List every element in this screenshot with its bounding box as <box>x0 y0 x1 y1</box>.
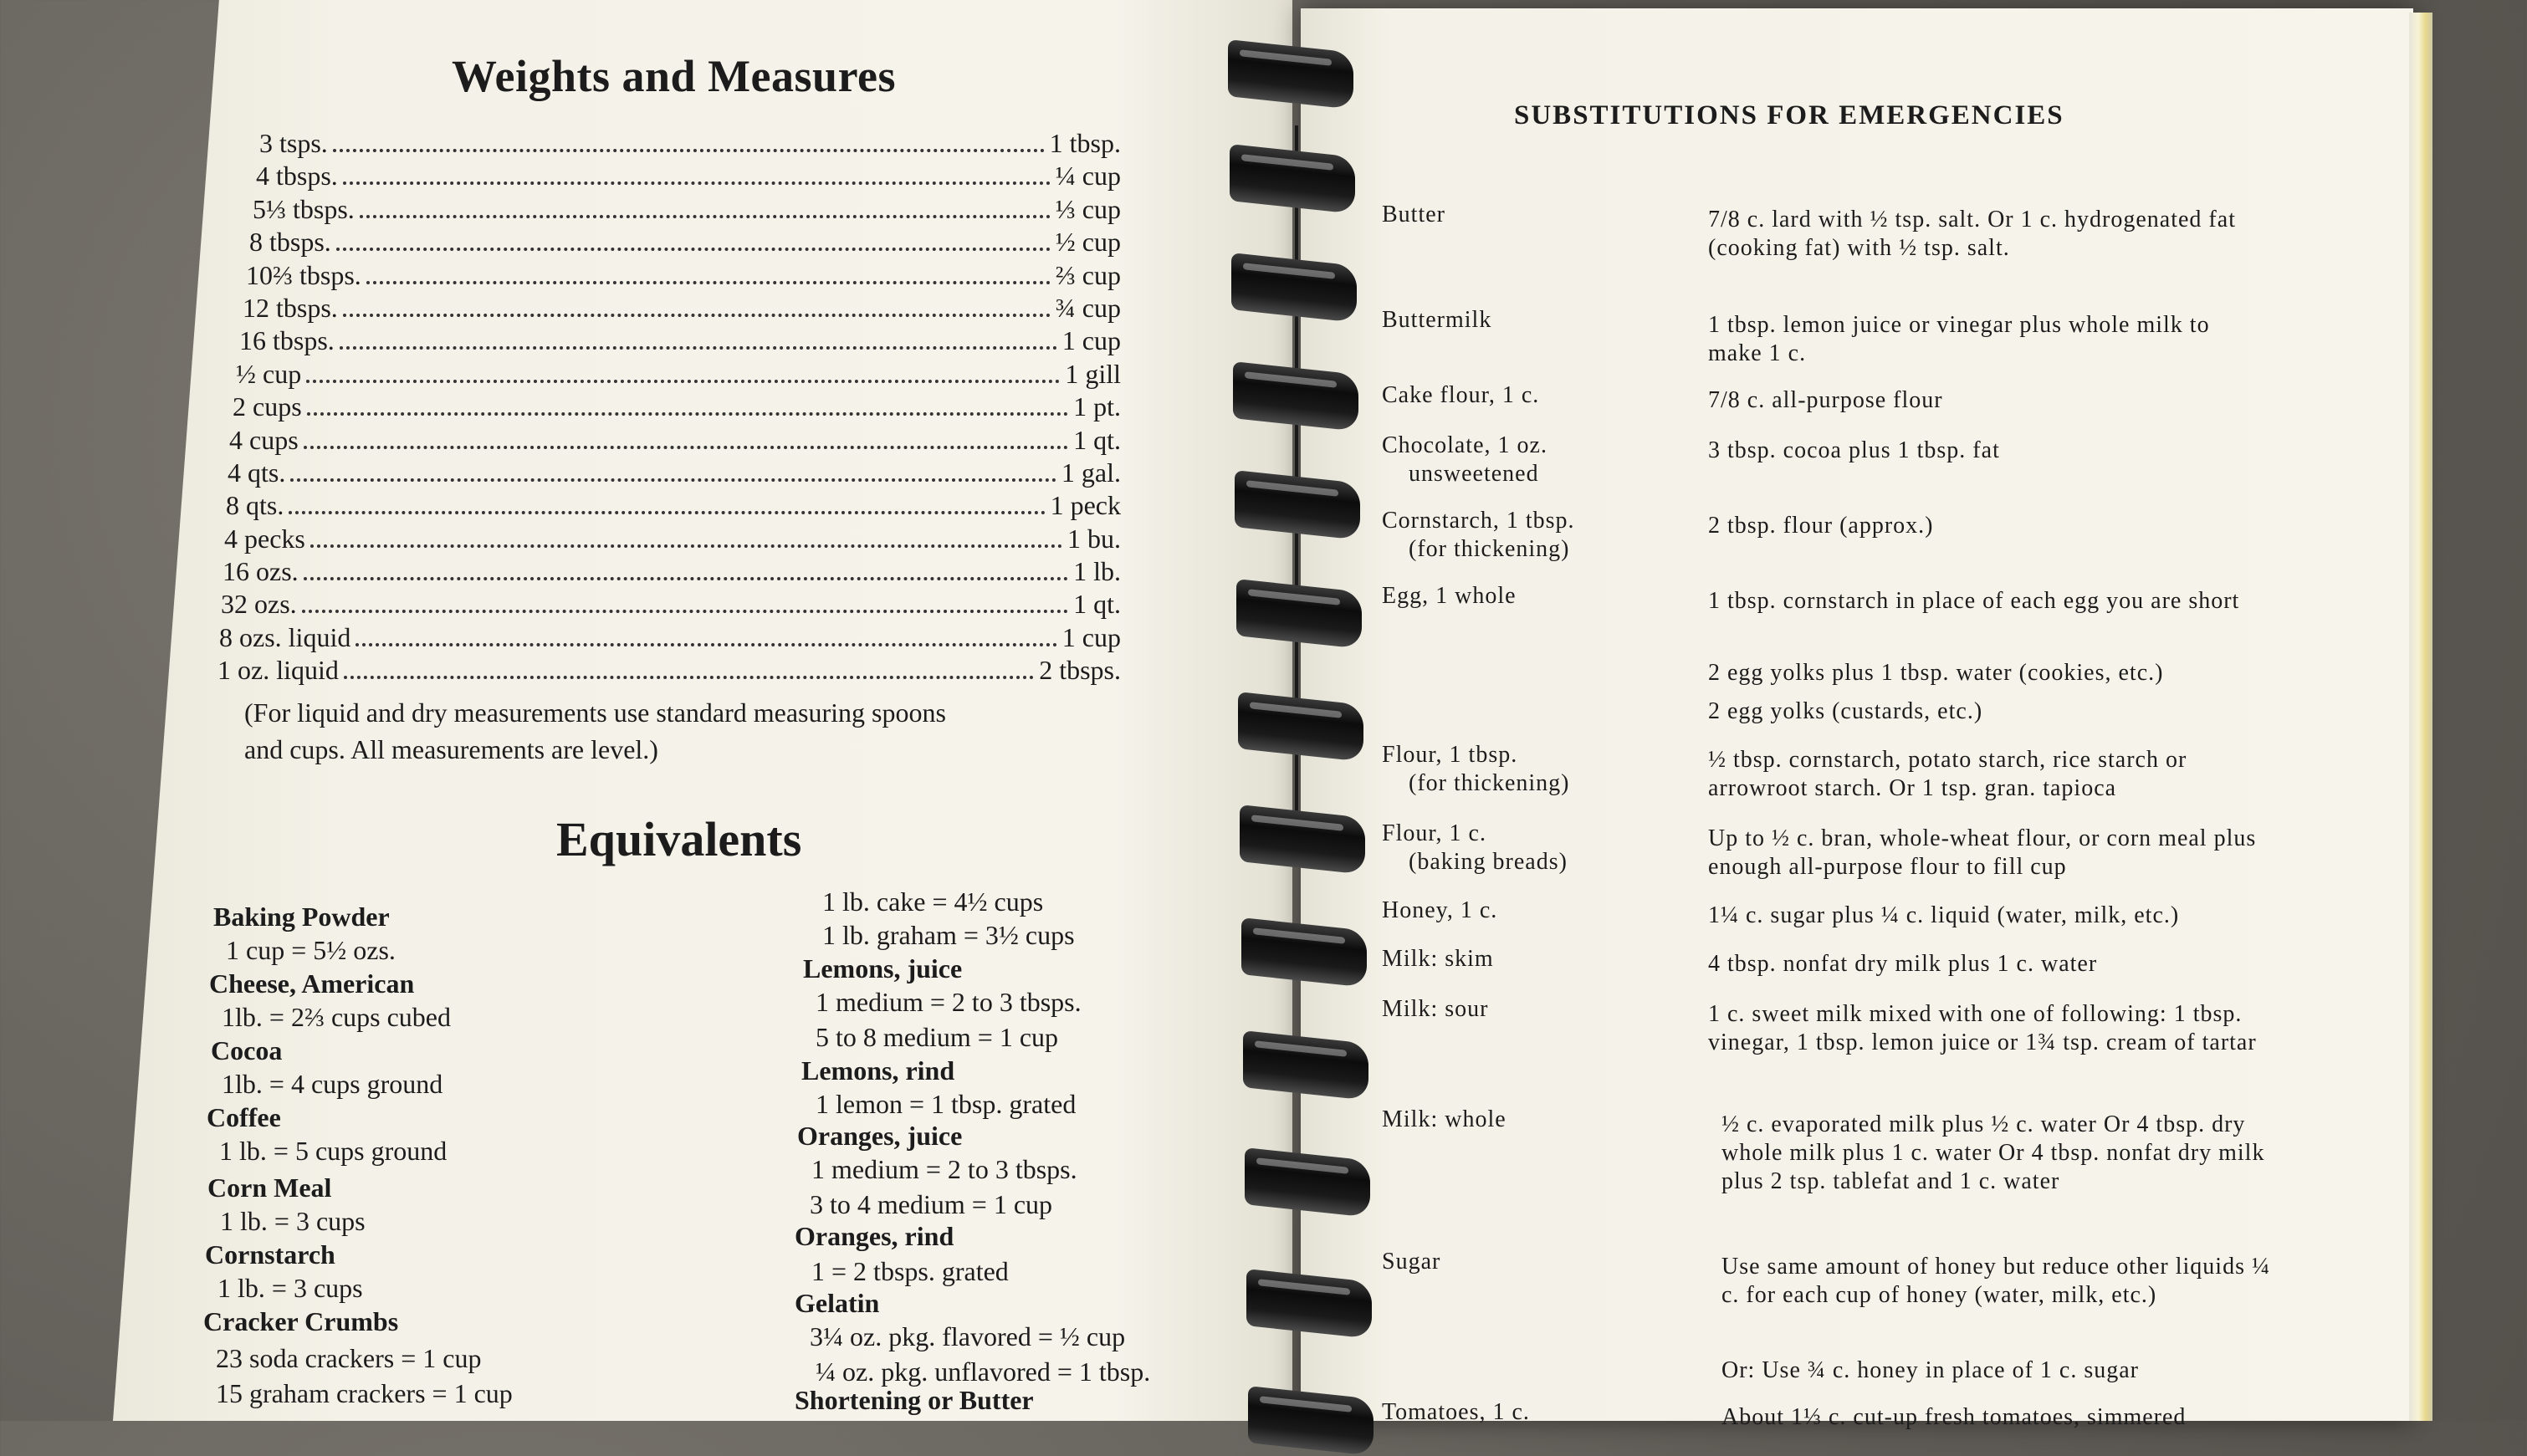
equivalent-heading: Cheese, American <box>209 968 415 999</box>
equivalent-heading: Oranges, juice <box>797 1121 963 1151</box>
substitution-item-detail: (for thickening) <box>1409 770 1570 796</box>
spiral-coil <box>1228 46 1353 103</box>
substitution-label <box>1382 1398 1691 1427</box>
substitution-value: Up to ½ c. bran, whole-wheat flour, or corn meal plus enough all-purpose flour to fill cup <box>1708 825 2257 880</box>
equivalent-heading: Coffee <box>207 1102 281 1132</box>
equivalent-value: 3¼ oz. pkg. flavored = ½ cup <box>810 1321 1126 1351</box>
weights-row <box>249 226 1121 258</box>
spiral-coil <box>1238 698 1363 755</box>
substitution-item: Buttermilk <box>1382 307 1492 333</box>
equivalent-heading: Lemons, rind <box>801 1055 955 1086</box>
dot-leader <box>290 478 1056 482</box>
dot-leader <box>356 643 1056 646</box>
weights-equals: 1 peck <box>1050 490 1121 521</box>
weights-equals: 1 qt. <box>1073 424 1121 455</box>
dot-leader <box>310 544 1062 548</box>
weights-equals: 1 cup <box>1061 325 1121 356</box>
weights-amount: 12 tbsps. <box>243 292 338 323</box>
weights-row <box>243 292 1121 324</box>
weights-row <box>259 127 1121 160</box>
weights-row <box>236 358 1121 391</box>
substitution-item-detail: unsweetened <box>1409 461 1539 487</box>
equivalent-value: 1 lb. cake = 4½ cups <box>822 886 1044 917</box>
substitution-label <box>1382 432 1691 488</box>
dot-leader <box>306 380 1060 383</box>
weights-amount: 16 ozs. <box>223 556 299 587</box>
weights-list <box>217 127 1121 687</box>
substitution-item: Cornstarch, 1 tbsp. <box>1382 508 1575 534</box>
substitution-item: Milk: skim <box>1382 946 1494 972</box>
weights-equals: 1 gal. <box>1061 457 1121 488</box>
substitution-item: Milk: sour <box>1382 996 1489 1022</box>
dot-leader <box>343 181 1051 185</box>
equivalents-title: Equivalents <box>556 812 802 866</box>
dot-leader <box>336 248 1051 251</box>
equivalent-heading: Shortening or Butter <box>795 1385 1034 1415</box>
substitution-value: 2 egg yolks plus 1 tbsp. water (cookies, etc.) <box>1708 660 2164 686</box>
spiral-coil <box>1230 151 1355 207</box>
weights-row <box>226 489 1121 522</box>
substitution-value: 1¼ c. sugar plus ¼ c. liquid (water, milk, etc.) <box>1708 902 2180 928</box>
substitution-item: Egg, 1 whole <box>1382 583 1517 609</box>
substitution-value: About 1⅓ c. cut-up fresh tomatoes, simmered <box>1721 1404 2187 1430</box>
substitution-label <box>1382 306 1691 335</box>
spiral-coil <box>1243 1037 1368 1094</box>
substitution-item: Flour, 1 tbsp. <box>1382 742 1518 768</box>
equivalent-heading: Corn Meal <box>207 1172 332 1203</box>
weights-equals: 1 cup <box>1061 621 1121 652</box>
weights-row <box>256 160 1121 192</box>
substitution-item: Tomatoes, 1 c. <box>1382 1399 1530 1425</box>
substitution-label <box>1382 507 1691 564</box>
weights-amount: ½ cup <box>236 358 302 389</box>
spiral-coil <box>1241 924 1367 981</box>
weights-equals: ½ cup <box>1055 227 1121 258</box>
substitution-label <box>1382 582 1691 610</box>
page-edge <box>2409 13 2432 1421</box>
dot-leader <box>289 511 1045 514</box>
weights-equals: 1 tbsp. <box>1049 128 1121 158</box>
weights-row <box>224 523 1121 555</box>
spiral-coil <box>1231 259 1357 316</box>
spiral-coil <box>1248 1392 1373 1449</box>
weights-equals: 1 lb. <box>1073 556 1121 587</box>
weights-title: Weights and Measures <box>452 51 897 101</box>
weights-amount: 8 qts. <box>226 490 284 521</box>
equivalent-heading: Baking Powder <box>213 902 390 932</box>
dot-leader <box>360 215 1051 218</box>
spiral-coil <box>1246 1275 1372 1332</box>
substitution-value: 1 tbsp. lemon juice or vinegar plus whole milk to make 1 c. <box>1708 312 2210 366</box>
weights-equals: ⅔ cup <box>1055 259 1121 290</box>
weights-amount: 4 pecks <box>224 523 305 554</box>
weights-amount: 8 tbsps. <box>249 227 331 258</box>
weights-amount: 10⅔ tbsps. <box>246 259 361 290</box>
substitution-item: Butter <box>1382 202 1445 227</box>
weights-equals: 1 pt. <box>1073 391 1121 422</box>
weights-amount: 5⅓ tbsps. <box>253 193 355 224</box>
substitution-item: Chocolate, 1 oz. <box>1382 432 1547 458</box>
equivalent-value: 3 to 4 medium = 1 cup <box>810 1189 1053 1219</box>
substitution-value: 3 tbsp. cocoa plus 1 tbsp. fat <box>1708 437 2000 463</box>
equivalent-value: 5 to 8 medium = 1 cup <box>816 1022 1059 1052</box>
weights-amount: 8 ozs. liquid <box>219 621 351 652</box>
weights-note-line2: and cups. All measurements are level.) <box>244 734 658 764</box>
substitution-item: Cake flour, 1 c. <box>1382 382 1540 408</box>
substitution-value: 1 tbsp. cornstarch in place of each egg you are short <box>1708 588 2240 614</box>
substitution-item: Milk: whole <box>1382 1106 1506 1132</box>
substitution-value: 7/8 c. all-purpose flour <box>1708 387 1943 413</box>
dot-leader <box>344 676 1034 679</box>
equivalent-value: 1 = 2 tbsps. grated <box>811 1256 1009 1286</box>
weights-equals: 1 bu. <box>1067 523 1121 554</box>
substitution-label <box>1382 1248 1691 1276</box>
weights-row <box>221 588 1121 621</box>
dot-leader <box>340 346 1057 350</box>
spiral-coil <box>1235 477 1360 534</box>
weights-note-line1: (For liquid and dry measurements use standard measuring spoons <box>244 697 946 728</box>
weights-amount: 4 tbsps. <box>256 161 338 192</box>
equivalent-value: 23 soda crackers = 1 cup <box>216 1343 482 1373</box>
weights-row <box>246 259 1121 292</box>
weights-row <box>233 391 1121 423</box>
equivalent-value: 1 lb. graham = 3½ cups <box>822 920 1075 950</box>
equivalent-heading: Cornstarch <box>205 1239 335 1270</box>
weights-equals: ¼ cup <box>1055 161 1121 192</box>
substitution-label <box>1382 945 1691 973</box>
weights-note <box>244 694 1123 768</box>
equivalent-value: 1 medium = 2 to 3 tbsps. <box>816 987 1082 1017</box>
weights-amount: 3 tsps. <box>259 128 328 158</box>
substitutions-title: SUBSTITUTIONS FOR EMERGENCIES <box>1514 100 2064 130</box>
weights-amount: 4 qts. <box>228 457 286 488</box>
substitution-item-detail: (for thickening) <box>1409 536 1570 562</box>
dot-leader <box>302 610 1068 613</box>
dot-leader <box>343 314 1051 317</box>
weights-equals: 1 qt. <box>1073 589 1121 620</box>
substitution-value: Use same amount of honey but reduce other liquids ¼ c. for each cup of honey (water, milk, etc.) <box>1721 1254 2270 1308</box>
equivalent-value: 1lb. = 4 cups ground <box>222 1069 443 1099</box>
weights-equals: 2 tbsps. <box>1039 655 1121 686</box>
equivalent-value: 15 graham crackers = 1 cup <box>216 1378 513 1408</box>
spiral-coil <box>1236 585 1362 642</box>
dot-leader <box>333 149 1045 152</box>
equivalent-heading: Lemons, juice <box>803 953 963 983</box>
dot-leader <box>307 412 1068 416</box>
dot-leader <box>304 577 1068 580</box>
substitution-label <box>1382 820 1691 876</box>
equivalent-value: 1 lb. = 5 cups ground <box>219 1136 448 1166</box>
substitution-label <box>1382 1106 1691 1134</box>
dot-leader <box>304 446 1068 449</box>
substitution-label <box>1382 995 1691 1024</box>
weights-row <box>239 324 1121 357</box>
weights-amount: 1 oz. liquid <box>217 655 339 686</box>
weights-row <box>223 555 1121 588</box>
equivalent-value: 1 lb. = 3 cups <box>217 1273 363 1303</box>
weights-amount: 32 ozs. <box>221 589 297 620</box>
equivalent-heading: Gelatin <box>795 1288 880 1318</box>
substitution-label <box>1382 381 1691 410</box>
weights-equals: ⅓ cup <box>1055 193 1121 224</box>
weights-row <box>229 424 1121 457</box>
substitution-value: 2 egg yolks (custards, etc.) <box>1708 698 1983 724</box>
equivalent-heading: Cocoa <box>211 1035 283 1065</box>
substitution-item-detail: (baking breads) <box>1409 849 1568 875</box>
equivalent-value: 1 lb. = 3 cups <box>220 1206 366 1236</box>
equivalent-heading: Oranges, rind <box>795 1221 954 1251</box>
substitution-value: ½ tbsp. cornstarch, potato starch, rice starch or arrowroot starch. Or 1 tsp. gran. tapioca <box>1708 747 2187 801</box>
dot-leader <box>366 281 1051 284</box>
spiral-coil <box>1245 1154 1370 1211</box>
weights-amount: 4 cups <box>229 424 299 455</box>
substitution-value: 7/8 c. lard with ½ tsp. salt. Or 1 c. hydrogenated fat (cooking fat) with ½ tsp. salt. <box>1708 207 2236 261</box>
weights-amount: 2 cups <box>233 391 302 422</box>
substitution-value: Or: Use ¾ c. honey in place of 1 c. sugar <box>1721 1357 2139 1383</box>
substitution-label <box>1382 897 1691 925</box>
substitution-label <box>1382 201 1691 229</box>
substitution-label <box>1382 741 1691 798</box>
substitution-item: Flour, 1 c. <box>1382 820 1486 846</box>
equivalent-value: ¼ oz. pkg. unflavored = 1 tbsp. <box>816 1356 1151 1387</box>
spiral-coil <box>1240 811 1365 868</box>
spiral-coil <box>1233 368 1358 425</box>
equivalent-value: 1 cup = 5½ ozs. <box>226 935 396 965</box>
weights-row <box>228 457 1121 489</box>
substitution-item: Sugar <box>1382 1249 1441 1275</box>
equivalent-value: 1 medium = 2 to 3 tbsps. <box>811 1154 1077 1184</box>
weights-equals: 1 gill <box>1065 358 1121 389</box>
substitution-value: 1 c. sweet milk mixed with one of following: 1 tbsp. vinegar, 1 tbsp. lemon juice or 1¾ tsp. cream of tartar <box>1708 1001 2257 1055</box>
substitution-value: 4 tbsp. nonfat dry milk plus 1 c. water <box>1708 951 2098 977</box>
substitution-value: 2 tbsp. flour (approx.) <box>1708 513 1934 539</box>
weights-equals: ¾ cup <box>1055 292 1121 323</box>
substitution-value: ½ c. evaporated milk plus ½ c. water Or 4 tbsp. dry whole milk plus 1 c. water Or 4 tbsp. nonfat dry milk plus 2 tsp. tablefat and 1 c. water <box>1721 1111 2265 1194</box>
weights-row <box>219 621 1121 654</box>
equivalent-value: 1 lemon = 1 tbsp. grated <box>816 1089 1077 1119</box>
weights-amount: 16 tbsps. <box>239 325 335 356</box>
weights-row <box>217 654 1121 687</box>
weights-row <box>253 193 1121 226</box>
equivalent-heading: Cracker Crumbs <box>203 1306 399 1336</box>
equivalent-value: 1lb. = 2⅔ cups cubed <box>222 1002 451 1032</box>
substitution-item: Honey, 1 c. <box>1382 897 1498 923</box>
